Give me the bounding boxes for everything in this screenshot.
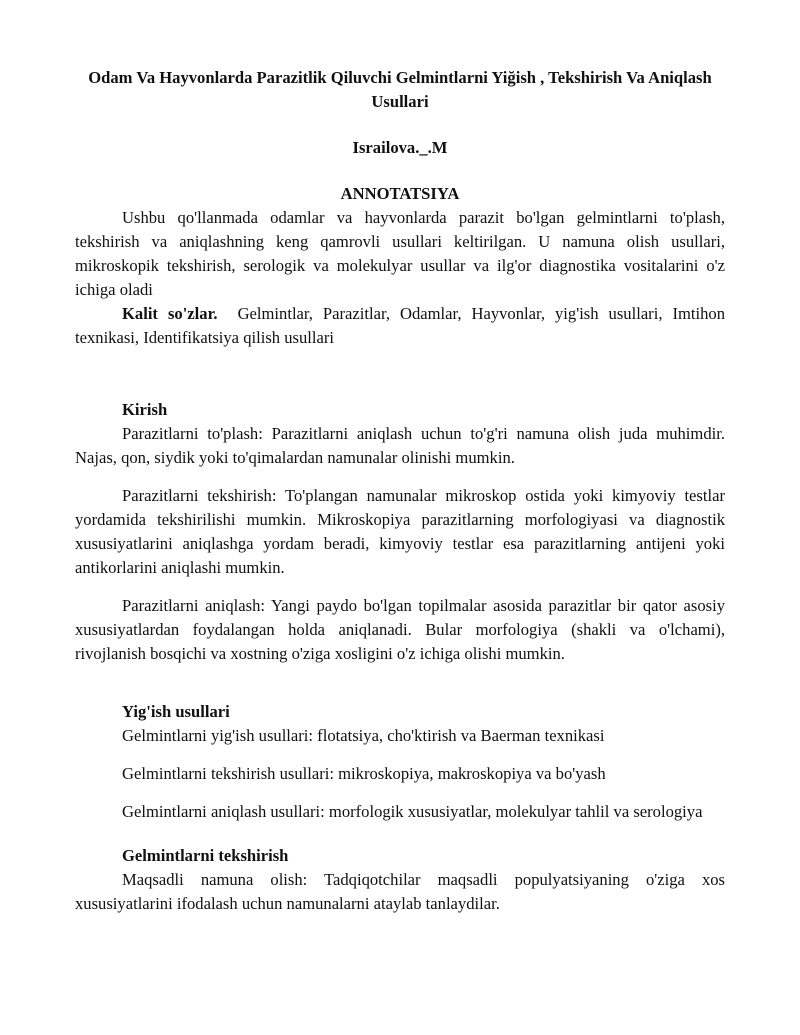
tekshirish-paragraph-sampling: Maqsadli namuna olish: Tadqiqotchilar maqsadli populyatsiyaning o'ziga xos xususiyatlarini ifodalash uchun namunalarni ataylab tanlaydilar. <box>75 870 725 913</box>
keywords-text: Gelmintlar, Parazitlar, Odamlar, Hayvonlar, yig'ish usullari, Imtihon texnikasi, Identifikatsiya qilish usullari <box>75 304 726 347</box>
annotation-text: Ushbu qo'llanmada odamlar va hayvonlarda parazit bo'lgan gelmintlarni to'plash, tekshirish va aniqlashning keng qamrovli usullari keltirilgan. U namuna olish usullari, mikroskopik tekshirish, serologik va molekulyar usullar va ilg'or diagnostika vositalarini o'z ichiga oladi <box>75 208 725 299</box>
yigish-paragraph-collection: Gelmintlarni yig'ish usullari: flotatsiya, cho'ktirish va Baerman texnikasi <box>122 726 605 745</box>
section-heading-yigish: Yig'ish usullari <box>122 702 230 721</box>
keywords-paragraph <box>75 302 725 350</box>
yigish-paragraph-identification: Gelmintlarni aniqlash usullari: morfologik xususiyatlar, molekulyar tahlil va serologiya <box>122 802 703 821</box>
annotation-heading: ANNOTATSIYA <box>340 184 460 203</box>
section-heading-kirish: Kirish <box>122 400 168 419</box>
yigish-paragraph-examination: Gelmintlarni tekshirish usullari: mikroskopiya, makroskopiya va bo'yash <box>122 764 606 783</box>
document-title: Odam Va Hayvonlarda Parazitlik Qiluvchi Gelmintlarni Yiğish , Tekshirish Va Aniqlash Usullari <box>88 68 712 111</box>
kirish-paragraph-collect: Parazitlarni to'plash: Parazitlarni aniqlash uchun to'g'ri namuna olish juda muhimdir. Najas, qon, siydik yoki to'qimalardan namunalar olinishi mumkin. <box>75 424 725 467</box>
kirish-paragraph-examine: Parazitlarni tekshirish: To'plangan namunalar mikroskop ostida yoki kimyoviy testlar yordamida tekshirilishi mumkin. Mikroskopiya parazitlarning morfologiyasi va diagnostik xususiyatlarini aniqlashga yordam beradi, kimyoviy testlar esa parazitlarning antijeni yoki antikorlarini aniqlashi mumkin. <box>75 486 725 577</box>
kirish-paragraph-identify: Parazitlarni aniqlash: Yangi paydo bo'lgan topilmalar asosida parazitlar bir qator asosiy xususiyatlardan foydalangan holda aniqlanadi. Bular morfologiya (shakli va o'lchami), rivojlanish bosqichi va xostning o'ziga xosligini o'z ichiga olishi mumkin. <box>75 596 725 663</box>
keywords-label: Kalit so'zlar. <box>122 304 218 323</box>
section-heading-tekshirish: Gelmintlarni tekshirish <box>122 846 289 865</box>
author-name: Israilova._.M <box>352 138 448 157</box>
